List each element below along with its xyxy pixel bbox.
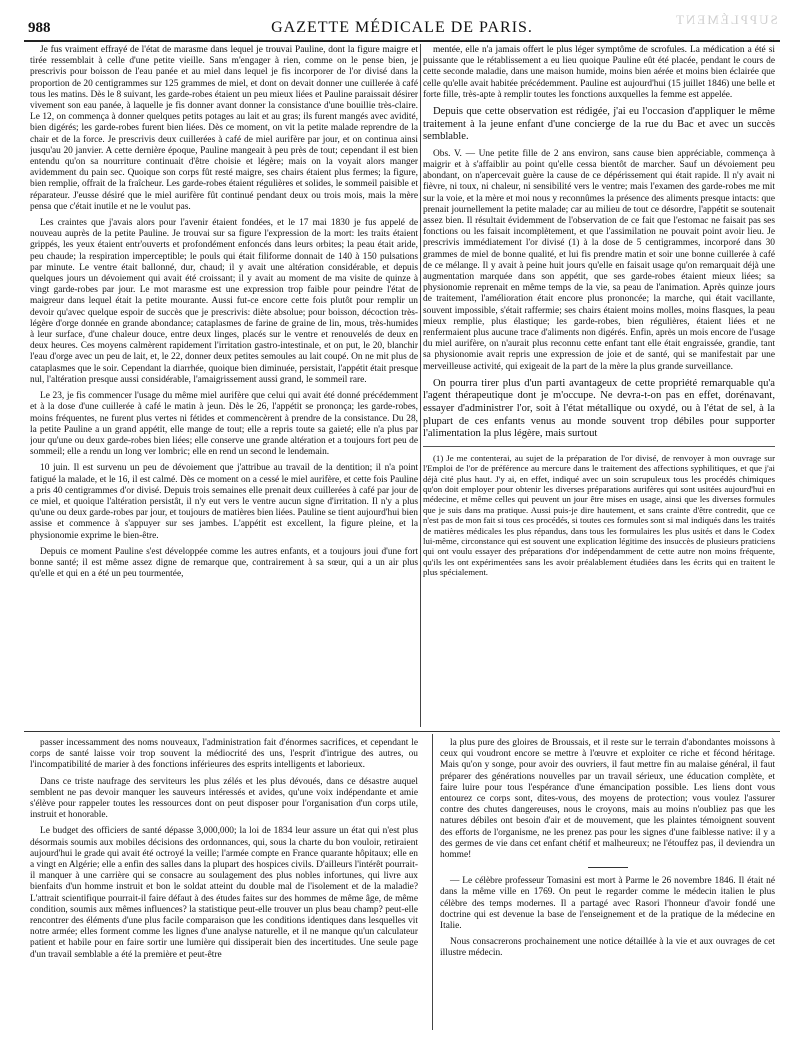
left-column (30, 45, 418, 725)
observation-v: Obs. V. — Une petite fille de 2 ans environ, sans cause bien appréciable, commença à maigrir et à s'affaiblir au point qu'elle cessa bientôt de marcher. Sauf un dévoiement peu abondant, on n'apercevait guère la cause de ce dépérissement qui était rapide. Il n'y avait ni fièvre, ni toux, ni chaleur, ni sensibilité vers le ventre; mais l'examen des garde-robes me mit sur la voie, et la mère et moi nous y reconnûmes la présence des aliments presque intacts: que prenait journellement la petite malade; car au milieu de tout ce désordre, l'appétit se soutenait assez bien. Il résultait évidemment de l'observation de ce fait que l'estomac ne faisait pas ses fonctions ou les faisait incomplètement, et que l'assimilation ne pouvait point avoir lieu. Je prescrivis immédiatement l'or divisé (1) à la dose de 5 centigrammes, incorporé dans 30 grammes de miel de bonne qualité, et lui fis prendre matin et soir une bonne cuillerée à café de ce mélange. Il y avait à peine huit jours qu'elle en faisait usage qu'on remarquait déjà une augmentation marquée dans son appétit, que ses garde-robes étaient mieux liées; sa physionomie reprenait en même temps de la vie, sa peau de l'animation. Après quinze jours de traitement, l'amélioration était encore plus prononcée; la marche, qui était vacillante, souvent impossible, s'était raffermie; ses chairs étaient moins molles, moins flasques, la peau mieux remplie, plus élastique; les garde-robes, bien régulières, étaient liées et ne renfermaient plus aucune trace d'aliments non digérés. Enfin, après un mois encore de l'usage du miel aurifère, on n'aurait plus reconnu cette enfant tant elle était engraissée, grandie, tant sa physionomie avait repris une expression de joie et de santé, qui se manifestait par une merveilleuse activité, qui exigeait de la part de la mère la plus grande surveillance. (423, 148, 775, 372)
journal-title: GAZETTE MÉDICALE DE PARIS. (271, 19, 533, 36)
paragraph: mentée, elle n'a jamais offert le plus léger symptôme de scrofules. La médication a été si puissante que le rétablissement a eu lieu quoique Pauline eût été placée, pendant le cours de cette seconde maladie, dans une maison humide, moins bien aérée et moins bien éclairée que celle qu'elle avait habitée précédemment. Pauline est aujourd'hui (15 juillet 1846) une belle et forte fille, très-apte à remplir toutes les fonctions auxquelles la femme est appelée. (423, 45, 775, 100)
footnote-rule (423, 446, 775, 447)
paragraph: Le 23, je fis commencer l'usage du même miel aurifère que celui qui avait été donné précédemment et à la dose d'une cuillerée à café le matin à jeun. Dès le 26, l'appétit se prononça; les garde-robes, moins fréquentes, ne furent plus vertes ni fétides et commencèrent à prendre de la consistance. Du 28, la petite Pauline a un grand appétit, elle mange de tout; elle a repris toute sa gaieté; elle n'a plus par jour qu'une ou deux garde-robes bien liées; elle conserve une grande altération et a toujours fort peu de sommeil; elle a rendu un long ver lombric; elle en rend un second le lendemain. (30, 391, 418, 458)
obituary-notice: — Le célèbre professeur Tomasini est mort à Parme le 26 novembre 1846. Il était né dans la même ville en 1769. On peut le regarder comme le médecin italien le plus célèbre des temps modernes. Il a partagé avec Rasori l'honneur d'avoir fondé une doctrine qui est devenue la base de l'enseignement et de la pratique de la médecine en Italie. (440, 876, 775, 932)
paragraph: Les craintes que j'avais alors pour l'avenir étaient fondées, et le 17 mai 1830 je fus appelé de nouveau auprès de la petite Pauline. Je trouvai sur sa figure l'expression de la mort: les traits étaient grippés, les yeux étaient entr'ouverts et profondément enfoncés dans leurs orbites; la peau était aride, peu chaude; la respiration imperceptible; le pouls qui était filiforme donnait de 140 à 150 pulsations par minute. Le ventre était ballonné, dur, chaud; il y avait une altération considérable, et depuis quelques jours un dévoiement qui avait été croissant; il y avait au moment de ma visite de quinze à vingt garde-robes par jour. Le mot marasme est une expression trop faible pour peindre l'état de maigreur dans lequel était la petite mourante. Aussi fut-ce encore cette fois plutôt pour remplir un devoir qu'avec quelque espoir de succès que je prescrivis: diète absolue; pour boisson, décoction très-légère d'orge donnée en grande abondance; cataplasmes de farine de graine de lin, mous, très-humides à leur surface, d'une chaleur douce, entre deux linges, placés sur le ventre et renouvelés de deux en deux heures. Ces moyens calmèrent rapidement l'irritation gastro-intestinale, et on put, le 20, blanchir l'eau d'orge avec un peu de lait, et, le 22, donner deux petites semoules au lait coupé. On ne mit plus de cataplasmes que le soir. Cependant la diarrhée, quoique bien diminuée, persistait, l'appétit était presque nul, l'altération presque aussi considérable, l'amaigrissement aussi grand, le sommeil rare. (30, 218, 418, 385)
section-rule (24, 731, 780, 732)
paragraph: Dans ce triste naufrage des serviteurs les plus zélés et les plus dévoués, dans ce désastre auquel semblent ne pas devoir manquer les sauveurs intéressés et avides, qu'une voix indépendante et amie s'élève pour rappeler toutes les ressources dont on peut disposer pour l'organisation d'un corps utile, instruit et honorable. (30, 776, 418, 821)
supplement-bleedthrough: SUPPLÉMENT (674, 12, 778, 27)
page-header (24, 12, 780, 40)
paragraph: Nous consacrerons prochainement une notice détaillée à la vie et aux ouvrages de cet illustre médecin. (440, 937, 775, 959)
paragraph: passer incessamment des noms nouveaux, l'administration fait d'énormes sacrifices, et cependant le corps de santé laisse voir trop souvent la médiocrité des uns, l'esprit d'intrigue des autres, ou l'incompatibilité de marier à des fonctions inférieures des esprits intelligents et laborieux. (30, 738, 418, 771)
header-rule (24, 40, 780, 42)
paragraph: Depuis que cette observation est rédigée, j'ai eu l'occasion d'appliquer le même traitement à la jeune enfant d'une concierge de la rue du Bac et avec un succès semblable. (423, 106, 775, 143)
paragraph: Depuis ce moment Pauline s'est développée comme les autres enfants, et a toujours joui d'une fort bonne santé; il est même assez digne de remarque que, contrairement à sa sœur, qui a un air plus qu'elle et qui en a été un peu tourmentée, (30, 546, 418, 580)
bottom-right-column (440, 738, 775, 1028)
footnote: (1) Je me contenterai, au sujet de la préparation de l'or divisé, de renvoyer à mon ouvrage sur l'Emploi de l'or de préférence au mercure dans le traitement des affections syphilitiques, et que j'ai déjà cité plus haut. J'y ai, en effet, indiqué avec un soin scrupuleux tous les procédés chimiques qu'on doit employer pour obtenir les diverses préparations aurifères qui sont usitées aujourd'hui en médecine, et même celles qui peuvent un jour être mises en usage, ainsi que les diverses formules que je suis dans ma pratique. Aussi puis-je dire hautement, et sans crainte d'être contredit, que ce n'est pas de mon fait si tous ces procédés, si toutes ces formules sont si mal indiqués dans les traités de matières médicales les plus répandus, dans tous les formulaires les plus usités et dans le Codex lui-même, circonstance qui est souvent une explication légitime des insuccès de plusieurs praticiens qui ont voulu essayer des préparations d'or indépendamment de cette autre non moins fréquente, qu'ils les ont expérimentées sans les avoir préalablement étudiées dans les écrits qui en traitent le plus spécialement. (423, 452, 775, 578)
page-number: 988 (28, 20, 51, 36)
paragraph: 10 juin. Il est survenu un peu de dévoiement que j'attribue au travail de la dentition; il n'a point fatigué la malade, et le 16, il est calmé. Dès ce moment on a cessé le miel aurifère, et cette fois Pauline a pris 40 centigrammes d'or divisé. Depuis trois semaines elle prenait deux cuillerées à café par jour de ce miel, et quoique l'altération persistât, il n'y eut vers le ventre aucun signe d'irritation. Il n'y a plus qu'une ou deux garde-robes par jour, et toujours de matières bien liées. Pauline se tient aujourd'hui bien assise et commence à s'appuyer sur ses jambes. L'appétit est excellent, la figure pleine, et la physionomie exprime le bien-être. (30, 463, 418, 541)
separator-rule (588, 867, 628, 868)
paragraph: la plus pure des gloires de Broussais, et il reste sur le terrain d'abondantes moissons à ceux qui voudront encore se mettre à l'œuvre et exploiter ce riche et fécond héritage. Mais qu'on y songe, pour avoir des ouvriers, il faut mettre fin au malaise général, il faut préparer des générations nouvelles par un travail sérieux, une éducation complète, et faire luire pour tous l'espérance d'une émancipation possible. Les liens dont vous entourez ce corps sont, dites-vous, des moyens de protection; vous voulez l'assurer contre des chutes dangereuses, nous le croyons, mais au moins n'oubliez pas que les natures débiles ont besoin d'air et de mouvement, que les plaintes témoignent souvent des efforts de l'organisme, ne les prenez pas pour les signes d'une faiblesse native: il y a des germes de vie dans cet enfant chétif et malheureux; ne l'étouffez pas, il deviendra un homme! (440, 738, 775, 861)
paragraph: Je fus vraiment effrayé de l'état de marasme dans lequel je trouvai Pauline, dont la figure maigre et tirée ressemblait à celle d'une petite vieille. Sans m'engager à rien, comme on le pense bien, je prescrivis pour boisson de l'eau panée et au miel dans lequel je fis incorporer de l'or divisé dans la proportion de 20 centigrammes sur 125 grammes de miel, et dont on devait donner une cuillerée à café tous les matins. Dès le 8 suivant, les garde-robes étaient un peu mieux liées et Pauline paraissait désirer vivement son eau panée, à laquelle je fis donner avant donner la consistance d'une bouillie très-claire. Le 12, on commença à donner quelques petits potages au lait et au gras; ils furent mangés avec avidité, bien digérés; les garde-robes furent bien liées. Dès ce moment, on vit la petite malade reprendre de la chair et de la force. Je prescrivis deux cuillerées à café de miel aurifère par jour, et on continua ainsi jusqu'au 20 janvier. A cette dernière époque, Pauline mangeait à peu près de tout; cependant il est bien entendu qu'on sa nourriture continuait d'être choisie et légère; mais on la voyait alors manger avidemment du pain sec. Quoique son corps fût resté maigre, ses chairs étaient plus fermes; la figure, bien remplie, offrait de la fraîcheur. Les garde-robes étaient régulières et solides, le sommeil paisible et réparateur. J'eusse désiré que le miel aurifère fût continué pendant deux ou trois mois, mais la mère pensa que c'était inutile et ne le voulut pas. (30, 45, 418, 212)
column-divider (420, 44, 421, 727)
paragraph: On pourra tirer plus d'un parti avantageux de cette propriété remarquable qu'a l'agent thérapeutique dont je m'occupe. Ne devra-t-on pas en effet, dorénavant, essayer d'administrer l'or, soit à l'état métallique ou oxydé, ou à l'état de sel, à la plupart de ces enfants venus au monde souvent trop débiles pour supporter l'alimentation la plus légère, mais surtout (423, 377, 775, 440)
column-divider (432, 734, 433, 1030)
bottom-left-column (30, 738, 418, 1028)
paragraph: Le budget des officiers de santé dépasse 3,000,000; la loi de 1834 leur assure un état qui n'est plus désormais soumis aux mobiles décisions des ordonnances, qui, sous la charte du bon vouloir, retiraient aujourd'hui le grade qui avait été octroyé la veille; l'armée compte en France quarante hôpitaux; elle en a vingt en Algérie; elle a enfin des salles dans la plupart des hospices civils. D'ailleurs l'intérêt pourrait-il manquer à une carrière qui se consacre au soulagement des plus nobles infortunes, qui livre aux bienfaits d'un homme instruit et bon le soldat atteint du double mal de l'isolement et de la maladie? L'attrait scientifique pourrait-il faire défaut à des études faites sur des hommes de même âge, de même condition, soumis aux mêmes influences? la statistique peut-elle trouver un plus beau champ? peut-elle rencontrer des éléments d'une plus facile comparaison que les conditions identiques dans lesquelles vit notre armée; elles forment comme les lignes d'une analyse naturelle, et il ne manque qu'un calculateur patient et habile pour en faire sortir une lumière qui dissiperait bien des incertitudes. Une seule page d'un travail semblable a été la première et peut-être (30, 826, 418, 960)
right-column (423, 45, 775, 725)
